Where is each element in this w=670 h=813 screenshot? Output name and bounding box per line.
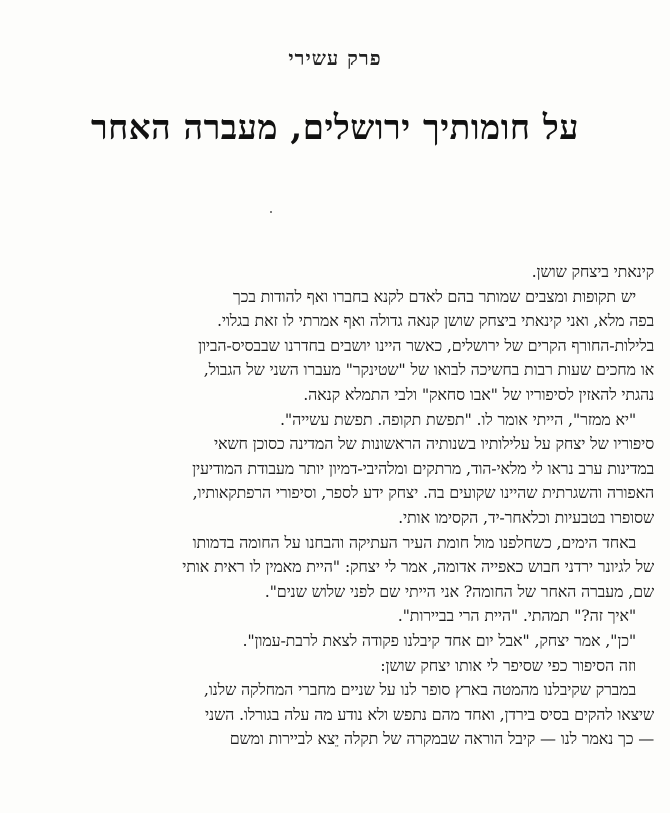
text-line: סיפוריו של יצחק על עלילותיו בשנותיה הראשונות של המדינה כסוכן חשאי xyxy=(213,434,654,454)
text-line: בפה מלא, ואני קינאתי ביצחק שושן קנאה גדולה ואף אמרתי לו זאת בגלוי. xyxy=(216,311,654,331)
text-line: בלילות-החורף הקרים של ירושלים, כאשר היינו יושבים בחדרנו שבבסיס-הביון xyxy=(198,335,654,355)
text-line: יש תקופות ומצבים שמותר בהם לאדם לקנא בחברו ואף להודות בכך xyxy=(232,286,636,306)
text-line: קינאתי ביצחק שושן. xyxy=(531,262,654,281)
text-line: — כך נאמר לנו — קיבל הוראה שבמקרה של תקלה יֵצא לביירות ומשם xyxy=(229,729,654,749)
text-line: "כן", אמר יצחק, "אבל יום אחד קיבלנו פקודה לצאת לרבת-עמון". xyxy=(242,630,636,650)
text-line: באחד הימים, כשחלפנו מול חומת העיר העתיקה והבחנו על החומה בדמותו xyxy=(192,532,636,552)
chapter-title: על חומותיך ירושלים, מעברה האחר xyxy=(90,108,580,148)
text-line: שסופרו בטבעיות וכלאחר-יד, הקסימו אותי. xyxy=(398,507,654,527)
text-line: האפורה והשגרתית שהיינו שקועים בה. יצחק ידע לספר, וסיפורי הרפתקאותיו, xyxy=(192,483,654,503)
text-line: במדינות ערב נראו לי מלאי-הוד, מרתקים ומלהיבי-דמיון יותר מעבודת המודיעין xyxy=(192,458,654,478)
chapter-label: פרק עשירי xyxy=(288,46,382,70)
text-line: "איך זה?" תמהתי. "היית הרי בביירות". xyxy=(397,606,636,626)
text-line: או מחכים שעות רבות בחשיכה לבואו של "שטינקר" מעברו השני של הגבול, xyxy=(203,360,654,380)
text-line: "יא ממזר", הייתי אומר לו. "תפשת תקופה. תפשת עשייה". xyxy=(280,409,636,429)
text-line: נהגתי להאזין לסיפוריו של "אבו סחאק" ולבי התמלא קנאה. xyxy=(303,384,654,404)
print-speck xyxy=(270,211,272,213)
text-line: שיצאו להקים בסיס בירדן, ואחד מהם נתפש ולא נודע מה עלה בגורלו. השני xyxy=(205,704,654,724)
text-line: וזה הסיפור כפי שסיפר לי אותו יצחק שושן: xyxy=(380,655,636,675)
body-text xyxy=(16,260,654,752)
text-line: של לגיונר ירדני חבוש כאפייה אדומה, אמר לי יצחק: "היית מאמין לו ראית אותי xyxy=(182,557,654,577)
text-line: שם, מעברה האחר של החומה? אני הייתי שם לפני שלוש שנים". xyxy=(264,581,654,601)
text-line: במברק שקיבלנו מהמטה בארץ סופר לנו על שניים מחברי המחלקה שלנו, xyxy=(203,680,636,700)
